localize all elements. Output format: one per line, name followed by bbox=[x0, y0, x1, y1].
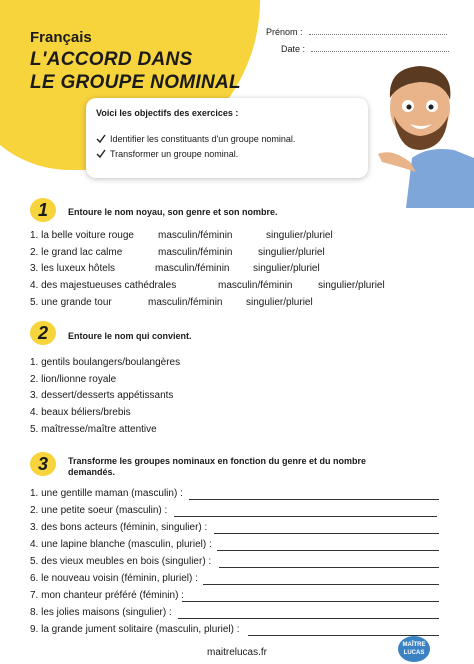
exercise3-item: 9. la grande jument solitaire (masculin, pluriel) : bbox=[30, 624, 240, 635]
genre-choice[interactable]: masculin/féminin bbox=[158, 247, 233, 258]
genre-choice[interactable]: masculin/féminin bbox=[218, 280, 293, 291]
genre-choice[interactable]: masculin/féminin bbox=[148, 297, 223, 308]
date-field[interactable] bbox=[281, 44, 449, 54]
date-dotted-line[interactable] bbox=[311, 45, 449, 52]
subject-label: Français bbox=[30, 29, 92, 46]
objectives-heading: Voici les objectifs des exercices : bbox=[96, 108, 239, 118]
exercise-number-badge: 3 bbox=[30, 452, 56, 476]
exercise3-item: 3. des bons acteurs (féminin, singulier) : bbox=[30, 522, 208, 533]
exercise3-instruction-line1: Transforme les groupes nominaux en fonction du genre et du nombre bbox=[68, 456, 367, 466]
exercise2-item[interactable]: 2. lion/lionne royale bbox=[30, 374, 117, 385]
exercise1-item-text: 3. les luxeux hôtels bbox=[30, 263, 116, 274]
nombre-choice[interactable]: singulier/pluriel bbox=[246, 297, 313, 308]
prenom-field[interactable] bbox=[266, 27, 447, 37]
page-title-line1: L'ACCORD DANS bbox=[30, 49, 193, 70]
exercise2-item[interactable]: 5. maîtresse/maître attentive bbox=[30, 424, 157, 435]
nombre-choice[interactable]: singulier/pluriel bbox=[253, 263, 320, 274]
check-icon bbox=[96, 149, 106, 159]
nombre-choice[interactable]: singulier/pluriel bbox=[258, 247, 325, 258]
answer-line[interactable] bbox=[217, 549, 439, 551]
exercise1-item-text: 4. des majestueuses cathédrales bbox=[30, 280, 177, 291]
exercise3-item: 4. une lapine blanche (masculin, pluriel) : bbox=[30, 539, 212, 550]
answer-line[interactable] bbox=[178, 617, 439, 619]
exercise3-item: 5. des vieux meubles en bois (singulier) : bbox=[30, 556, 212, 567]
logo-line1: MAÎTRE bbox=[402, 642, 426, 648]
answer-line[interactable] bbox=[214, 532, 439, 534]
page-title-line2: LE GROUPE NOMINAL bbox=[30, 72, 241, 93]
exercise3-instruction-line2: demandés. bbox=[68, 467, 116, 477]
objective-text: Transformer un groupe nominal. bbox=[110, 149, 239, 159]
answer-line[interactable] bbox=[182, 600, 439, 602]
exercise3-item: 6. le nouveau voisin (féminin, pluriel) : bbox=[30, 573, 198, 584]
exercise1-item-text: 2. le grand lac calme bbox=[30, 247, 123, 258]
prenom-label: Prénom : bbox=[266, 27, 303, 37]
footer-website[interactable]: maitrelucas.fr bbox=[206, 647, 267, 658]
exercise2-item[interactable]: 3. dessert/desserts appétissants bbox=[30, 390, 174, 401]
answer-line[interactable] bbox=[174, 515, 437, 517]
answer-line[interactable] bbox=[203, 583, 439, 585]
exercise-number-badge: 2 bbox=[30, 321, 56, 345]
exercise1-item-text: 1. la belle voiture rouge bbox=[30, 230, 134, 241]
answer-line[interactable] bbox=[219, 566, 439, 568]
nombre-choice[interactable]: singulier/pluriel bbox=[266, 230, 333, 241]
prenom-dotted-line[interactable] bbox=[309, 28, 447, 35]
check-icon bbox=[96, 134, 106, 144]
logo-line2: LUCAS bbox=[403, 650, 425, 656]
objective-item bbox=[96, 149, 238, 159]
exercise-number-badge: 1 bbox=[30, 198, 56, 222]
answer-line[interactable] bbox=[189, 498, 439, 500]
exercise3-item: 7. mon chanteur préféré (féminin) : bbox=[30, 590, 184, 601]
exercise3-item: 8. les jolies maisons (singulier) : bbox=[30, 607, 172, 618]
exercise1-item-text: 5. une grande tour bbox=[30, 297, 112, 308]
genre-choice[interactable]: masculin/féminin bbox=[155, 263, 230, 274]
objectives-box bbox=[86, 98, 368, 178]
exercise3-item: 2. une petite soeur (masculin) : bbox=[30, 505, 168, 516]
objective-item bbox=[96, 134, 295, 144]
nombre-choice[interactable]: singulier/pluriel bbox=[318, 280, 385, 291]
exercise2-instruction: Entoure le nom qui convient. bbox=[68, 331, 192, 341]
maitre-lucas-logo bbox=[398, 636, 430, 662]
objective-text: Identifier les constituants d'un groupe nominal. bbox=[110, 134, 296, 144]
exercise2-item[interactable]: 4. beaux béliers/brebis bbox=[30, 407, 131, 418]
teacher-illustration bbox=[368, 58, 474, 208]
exercise2-item[interactable]: 1. gentils boulangers/boulangères bbox=[30, 357, 181, 368]
date-label: Date : bbox=[281, 44, 306, 54]
genre-choice[interactable]: masculin/féminin bbox=[158, 230, 233, 241]
exercise3-item: 1. une gentille maman (masculin) : bbox=[30, 488, 183, 499]
exercise1-instruction: Entoure le nom noyau, son genre et son nombre. bbox=[68, 207, 278, 217]
